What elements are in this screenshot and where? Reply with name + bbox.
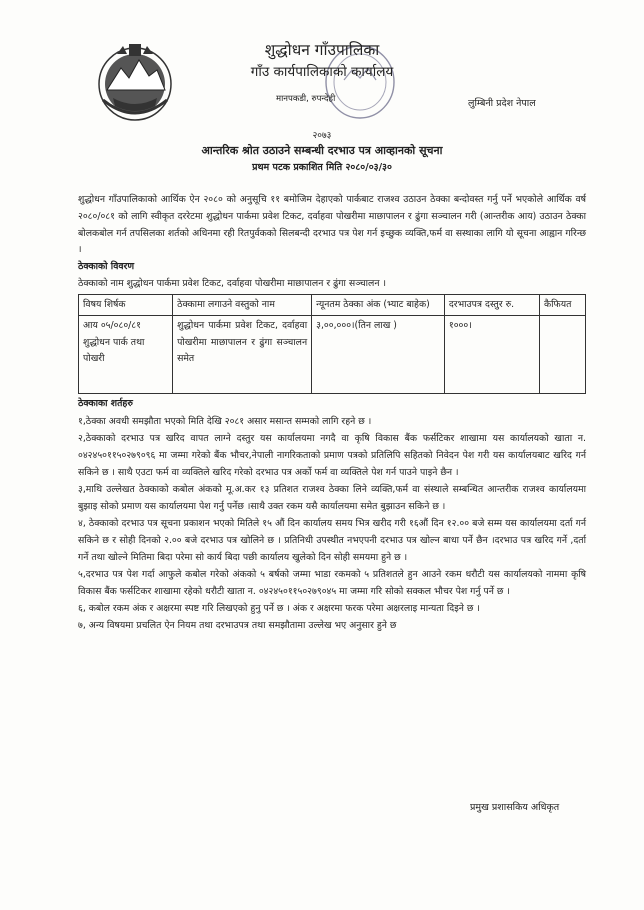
table-header: विषय शिर्षक bbox=[79, 294, 173, 316]
table-header: कैफियत bbox=[539, 294, 585, 316]
contract-details-heading: ठेक्काको विवरण bbox=[78, 261, 135, 273]
notice-title: आन्तरिक श्रोत उठाउने सम्बन्धी दरभाउ पत्र आव्हानको सूचना bbox=[201, 144, 443, 157]
table-cell: १०००। bbox=[444, 316, 539, 394]
established-year: २०७३ bbox=[312, 131, 332, 141]
table-header: दरभाउपत्र दस्तुर रु. bbox=[444, 294, 539, 316]
table-header-row bbox=[79, 294, 586, 316]
office-name: गाँउ कार्यपालिकाको कार्यालय bbox=[250, 64, 394, 80]
table-cell: शुद्धोधन पार्कमा प्रवेश टिकट, दर्वाहवा पोखरीमा माछापालन र ढुंगा सञ्चालन समेत bbox=[173, 316, 312, 394]
office-address: मानपकडी, रुपन्देही bbox=[276, 94, 336, 104]
term-item: १,ठेक्का अवधी समझौता भएको मिति देखि २०८१ असार मसान्त सम्मको लागि रहने छ । bbox=[78, 416, 372, 428]
province-label: लुम्बिनी प्रदेश नेपाल bbox=[468, 98, 536, 109]
contract-table bbox=[78, 294, 586, 395]
municipality-name: शुद्धोधन गाँउपालिका bbox=[264, 41, 380, 59]
table-cell: आय ०५/०८०/८१ शुद्धोधन पार्क तथा पोखरी bbox=[79, 316, 173, 394]
term-item: ६, कबोल रकम अंक र अक्षरमा स्पष्ट गरि लिखएको हुनु पर्ने छ । अंक र अक्षरमा फरक परेमा अक्षरलाइ मान्यता दिइने छ । bbox=[78, 603, 480, 615]
terms-section bbox=[78, 396, 586, 634]
term-item: ४, ठेक्काको दरभाउ पत्र सूचना प्रकाशन भएको मितिले १५ औं दिन कार्यालय समय भित्र खरीद गरी १६औं दिन १२.०० बजे सम्म यस कार्यालयमा दर्ता गर्न सकिने छ र सोही दिनको २.०० बजे दरभाउ पत्र खोलिने छ । प्रतिनिधी उपस्थीत नभएपनी दरभाउ पत्र खोल्न बाधा पर्ने छैन ।दरभाउ पत्र खरिद गर्ने ,दर्ता गर्ने तथा खोल्ने मितिमा बिदा परेमा सो कार्य बिदा पछी कार्यालय खुलेको दिन सोही समयमा हुने छ । bbox=[78, 518, 586, 564]
term-item: ५,दरभाउ पत्र पेश गर्दा आफुले कबोल गरेको अंकको ५ बर्षको जम्मा भाडा रकमको ५ प्रतिशतले हुन आउने रकम धरौटी यस कार्यालयको नाममा कृषि विकास बैंक फर्सटिकर शाखामा रहेको धरौटी खाता न. ०४२४५०११५०२७९०४५ मा जम्मा गरि सोको सक्कल भौचर पेश गर्नु पर्ने छ । bbox=[78, 569, 586, 598]
publish-date: प्रथम पटक प्रकाशित मिति २०८०/०३/३० bbox=[252, 162, 392, 173]
intro-paragraph: शुद्धोधन गाँउपालिकाको आर्थिक ऐन २०८० को अनुसूचि ११ बमोजिम देहाएको पार्कबाट राजश्व उठाउन ठेक्का बन्दोवस्त गर्नु पर्ने भएकोले आर्थिक वर्ष २०८०/०८१ को लागि स्वीकृत दररेटमा शुद्धोधन पार्कमा प्रवेश टिकट, दर्वाहवा पोखरीमा माछापालन र ढुंगा सञ्चालन गरी (आन्तरीक आय) उठाउन ठेक्का बोलकबोल गर्न तपसिलका शर्तको अधिनमा रही रितपुर्वकको सिलबन्दी दरभाउ पत्र पेश गर्न इच्छुक व्यक्ति,फर्म वा सस्थाका लागि यो सूचना आह्वान गरिन्छ । bbox=[78, 194, 586, 256]
term-item: २,ठेक्काको दरभाउ पत्र खरिद वापत लाग्ने दस्तुर यस कार्यालयमा नगदै वा कृषि विकास बैंक फर्सटिकर शाखामा यस कार्यालयको खाता न. ०४२४५०११५०२७९०९६ मा जम्मा गरेको बैंक भौचर,नेपाली नागरिकताको प्रमाण पत्रको प्रतिलिपि सहितको निवेदन पेश गरी यस कार्यालयबाट खरिद गर्न सकिने छ । साथै एउटा फर्म वा व्यक्तिले खरिद गरेको दरभाउ पत्र अर्को फर्म वा व्यक्तिले पेश गर्न पाउने पाइने छैन । bbox=[78, 433, 586, 479]
notice-body bbox=[78, 192, 586, 634]
contract-name-line: ठेक्काको नाम शुद्धोधन पार्कमा प्रवेश टिकट, दर्वाहवा पोखरीमा माछापालन र ढुंगा सञ्चालन । bbox=[78, 277, 386, 289]
term-item: ७, अन्य विषयमा प्रचलित ऐन नियम तथा दरभाउपत्र तथा समझौतामा उल्लेख भए अनुसार हुने छ bbox=[78, 620, 397, 632]
table-header: न्यूनतम ठेक्का अंक (भ्याट बाहेक) bbox=[312, 294, 445, 316]
terms-heading: ठेक्काका शर्तहरु bbox=[78, 398, 133, 410]
table-cell bbox=[539, 316, 585, 394]
table-header: ठेक्कामा लगाउने वस्तुको नाम bbox=[173, 294, 312, 316]
table-row bbox=[79, 316, 586, 394]
table-cell: ३,००,०००।(तिन लाख ) bbox=[312, 316, 445, 394]
term-item: ३,माथि उल्लेखत ठेक्काको कबोल अंकको मू.अ.कर १३ प्रतिशत राजश्व ठेक्का लिने व्यक्ति,फर्म वा संस्थाले सम्बन्धित आन्तरीक राजश्व कार्यालयमा बुझाइ सोको प्रमाण यस कार्यालयमा पेश गर्नु पर्नेछ ।साथै उक्त रकम यसै कार्यालयमा समेत बुझाउन सकिने छ । bbox=[78, 484, 586, 513]
signature-title: प्रमुख प्रशासकिय अधिकृत bbox=[470, 802, 560, 813]
